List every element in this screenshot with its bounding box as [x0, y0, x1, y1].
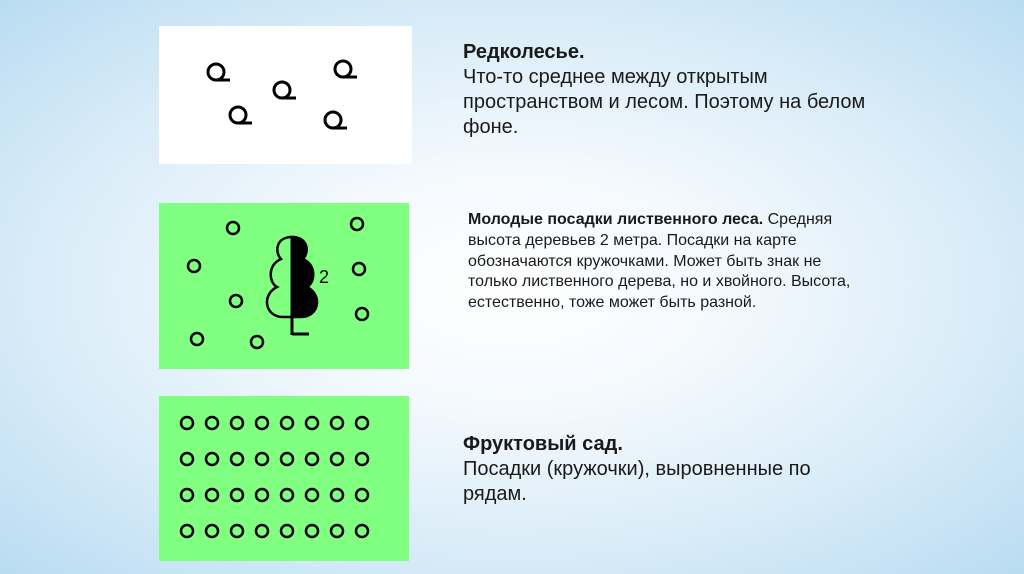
orchard-tree-circle	[206, 525, 218, 537]
deciduous-tree-icon	[267, 237, 317, 335]
orchard-tree-circle	[331, 525, 343, 537]
sparse-forest-title: Редколесье.	[463, 41, 585, 63]
orchard-tree-circle	[281, 453, 293, 465]
orchard-tree-circle	[256, 525, 268, 537]
sapling-circle	[251, 336, 263, 348]
orchard-tree-circle	[231, 489, 243, 501]
orchard-tree-circle	[356, 525, 368, 537]
orchard-tree-circle	[331, 489, 343, 501]
orchard-description	[463, 432, 863, 507]
orchard-tree-circle	[281, 525, 293, 537]
tree-sign	[325, 112, 347, 128]
orchard-tree-circle	[231, 525, 243, 537]
tree-height-label: 2	[319, 267, 330, 287]
sparse-forest-symbol	[159, 26, 412, 164]
orchard-tree-circle	[181, 453, 193, 465]
young-plantation-symbol	[159, 203, 409, 369]
orchard-tree-circle	[231, 417, 243, 429]
young-plantation-text: Средняя высота деревьев 2 метра. Посадки на карте обозначаются кружочками. Может быть знак не только лиственного дерева, но и хвойного. Высота, естественно, тоже может быть разной.	[468, 211, 851, 312]
orchard-tree-circle	[306, 417, 318, 429]
sapling-circle	[230, 295, 242, 307]
orchard-tree-circle	[356, 417, 368, 429]
orchard-title: Фруктовый сад.	[463, 433, 623, 455]
young-plantation-signs	[159, 203, 409, 369]
orchard-tree-circle	[256, 417, 268, 429]
sapling-circle	[188, 260, 200, 272]
sapling-circle	[351, 218, 363, 230]
orchard-tree-circle	[181, 525, 193, 537]
sapling-circle	[191, 333, 203, 345]
orchard-tree-circle	[331, 453, 343, 465]
young-plantation-title: Молодые посадки лиственного леса.	[468, 211, 764, 228]
orchard-tree-circle	[256, 489, 268, 501]
tree-sign	[230, 107, 252, 123]
tree-sign	[208, 64, 230, 80]
orchard-tree-circle	[206, 417, 218, 429]
orchard-tree-circle	[306, 525, 318, 537]
orchard-tree-circle	[331, 417, 343, 429]
young-plantation-description	[468, 210, 868, 314]
orchard-tree-circle	[181, 489, 193, 501]
sapling-circle	[356, 308, 368, 320]
sapling-circle	[353, 263, 365, 275]
orchard-tree-circle	[281, 417, 293, 429]
orchard-grid	[159, 396, 409, 561]
sapling-circle	[227, 222, 239, 234]
orchard-tree-circle	[356, 489, 368, 501]
orchard-tree-circle	[306, 453, 318, 465]
sparse-forest-description	[463, 40, 883, 140]
sparse-forest-text: Что-то среднее между открытым пространством и лесом. Поэтому на белом фоне.	[463, 66, 866, 138]
orchard-tree-circle	[181, 417, 193, 429]
orchard-tree-circle	[356, 453, 368, 465]
sparse-forest-signs	[159, 26, 412, 164]
orchard-tree-circle	[306, 489, 318, 501]
orchard-tree-circle	[256, 453, 268, 465]
orchard-tree-circle	[281, 489, 293, 501]
tree-sign	[335, 61, 357, 77]
tree-sign	[274, 82, 296, 98]
orchard-tree-circle	[206, 453, 218, 465]
orchard-text: Посадки (кружочки), выровненные по рядам.	[463, 458, 811, 505]
orchard-tree-circle	[231, 453, 243, 465]
orchard-symbol	[159, 396, 409, 561]
orchard-tree-circle	[206, 489, 218, 501]
